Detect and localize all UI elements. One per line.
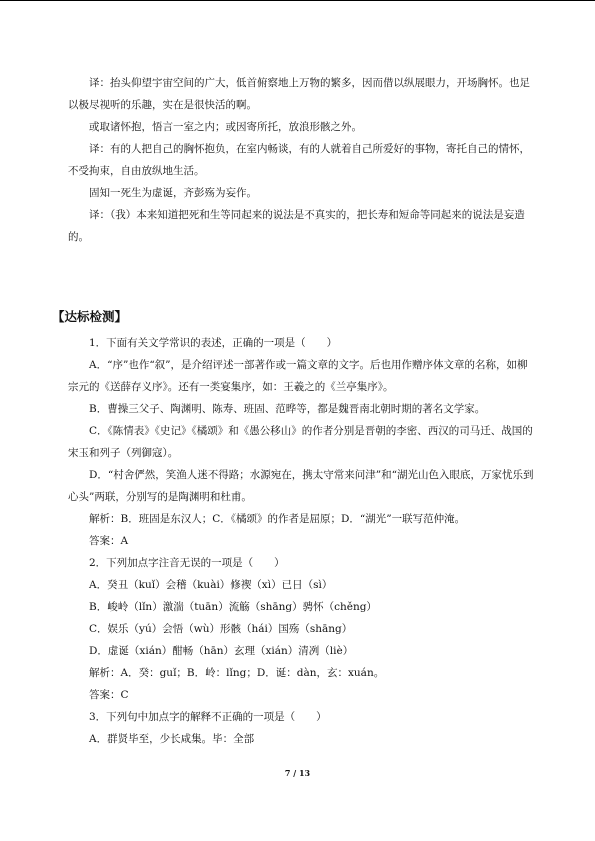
analysis: 解析：A．癸：guǐ；B．岭：lǐng；D．诞：dàn，玄：xuán。 — [89, 667, 385, 679]
section-title: 【达标检测】 — [52, 309, 128, 324]
option-d: D．“村舍俨然，笑渔人迷不得路；水源宛在，携太守常来问津”和“湖光山色入眼底，万家忧乐到心头”两联，分别写的是陶渊明和杜甫。 — [68, 469, 534, 503]
header-rule — [0, 0, 595, 1]
questions-block — [68, 332, 538, 750]
option-c: C．《陈情表》《史记》《橘颂》和《愚公移山》的作者分别是晋朝的李密、西汉的司马迁、战国的宋玉和列子（列御寇）。 — [68, 425, 533, 459]
option-a: A．“序”也作“叙”，是介绍评述一部著作或一篇文章的文字。后也用作赠序体文章的名称，如柳宗元的《送薛存义序》。还有一类宴集序，如：王羲之的《兰亭集序》。 — [68, 359, 528, 393]
answer: 答案：A — [89, 535, 129, 547]
source-sentence: 固知一死生为虚诞，齐彭殇为妄作。 — [89, 187, 257, 199]
option-c: C．娱乐（yú）会悟（wù）形骸（hái）国殇（shāng） — [89, 623, 353, 635]
question-stem: 3．下列句中加点字的解释不正确的一项是（ ） — [89, 711, 327, 723]
option-a: A．癸丑（kuǐ）会稽（kuài）修禊（xì）已日（sì） — [89, 579, 333, 591]
option-b: B．峻岭（lǐn）激湍（tuān）流觞（shāng）骋怀（chěng） — [89, 601, 377, 613]
translation-paragraph: 译：（我）本来知道把死和生等同起来的说法是不真实的，把长寿和短命等同起来的说法是妄造的。 — [68, 209, 525, 243]
question-stem: 2．下列加点字注音无误的一项是（ ） — [89, 557, 285, 569]
source-sentence: 或取诸怀抱，悟言一室之内；或因寄所托，放浪形骸之外。 — [89, 121, 362, 133]
question-stem: 1．下面有关文学常识的表述，正确的一项是（ ） — [89, 337, 338, 349]
translation-paragraph: 译：有的人把自己的胸怀抱负，在室内畅谈，有的人就着自己所爱好的事物，寄托自己的情怀，不受拘束，自由放纵地生活。 — [68, 143, 530, 177]
option-b: B．曹操三父子、陶渊明、陈寿、班固、范晔等，都是魏晋南北朝时期的著名文学家。 — [89, 403, 486, 415]
document-body — [52, 72, 538, 750]
page-number: 7 / 13 — [284, 768, 311, 778]
option-a: A．群贤毕至，少长咸集。毕：全部 — [89, 733, 255, 745]
section-spacer — [68, 248, 538, 306]
answer: 答案：C — [89, 689, 129, 701]
analysis: 解析：B．班固是东汉人；C．《橘颂》的作者是屈原；D．“湖光”一联写范仲淹。 — [89, 513, 466, 525]
translation-paragraph: 译：抬头仰望宇宙空间的广大，低首俯察地上万物的繁多，因而借以纵展眼力，开场胸怀。也足以极尽视听的乐趣，实在是很快活的啊。 — [68, 77, 530, 111]
translation-block — [68, 72, 538, 248]
option-d: D．虚诞（xián）酣畅（hān）玄理（xián）清冽（liè） — [89, 645, 354, 657]
